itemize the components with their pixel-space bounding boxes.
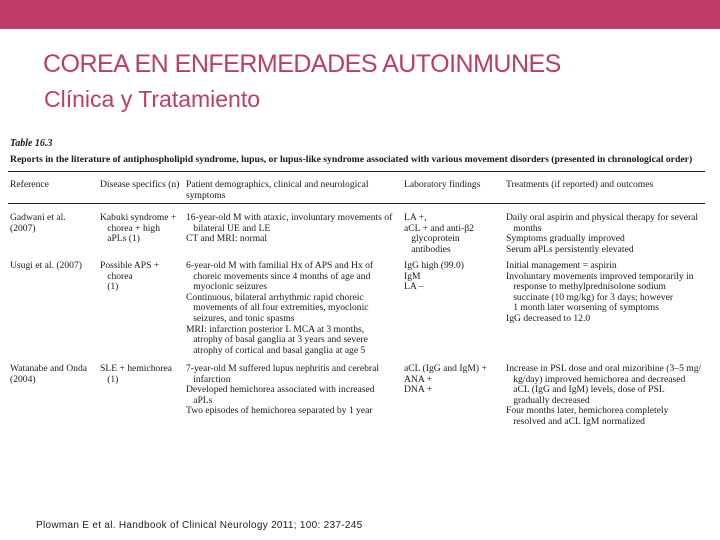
table-header-rule <box>8 203 705 204</box>
row-2-disease: Possible APS + chorea (1) <box>100 260 160 293</box>
table-label: Table 16.3 <box>10 138 53 149</box>
row-3-treatment: Increase in PSL dose and oral mizoribine (3–5 mg/ kg/day) improved hemichorea and decreased aCL (IgG and IgM) levels, dose of PSL gradually decreased Four months later, hemichorea completely resolved and aCL IgM normalized <box>506 363 702 427</box>
row-3-lab: aCL (IgG and IgM) + ANA + DNA + <box>404 363 487 396</box>
row-1-reference: Gadwani et al. (2007) <box>10 212 66 234</box>
scanned-table <box>8 136 708 436</box>
slide-subtitle: Clínica y Tratamiento <box>44 86 261 112</box>
row-3-demographics: 7-year-old M suffered lupus nephritis and cerebral infarction Developed hemichorea associated with increased aPLs Two episodes of hemichorea separated by 1 year <box>186 363 380 417</box>
row-2-lab: IgG high (99.0) IgM LA – <box>404 260 464 293</box>
row-2-demographics: 6-year-old M with familial Hx of APS and Hx of choreic movements since 4 months of age and myoclonic seizures Continuous, bilateral arrhythmic rapid choreic movements of all four extremities, myoclonic seizures, and tonic spasms MRI: infarction posterior L MCA at 3 months, atrophy of basal ganglia at 3 years and severe atrophy of cortical and basal ganglia at age 5 <box>186 260 374 356</box>
citation-footer: Plowman E et al. Handbook of Clinical Neurology 2011; 100: 237-245 <box>36 520 363 531</box>
header-treatment: Treatments (if reported) and outcomes <box>506 179 654 190</box>
row-2-reference: Usugi et al. (2007) <box>10 260 82 271</box>
row-1-disease: Kabuki syndrome + chorea + high aPLs (1) <box>100 212 177 245</box>
header-lab: Laboratory findings <box>404 179 481 190</box>
row-1-demographics: 16-year-old M with ataxic, involuntary movements of bilateral UE and LE CT and MRI: normal <box>186 212 393 245</box>
header-demographics: Patient demographics, clinical and neurological symptoms <box>186 179 369 201</box>
row-1-treatment: Daily oral aspirin and physical therapy for several months Symptoms gradually improved Serum aPLs persistently elevated <box>506 212 699 255</box>
row-2-treatment: Initial management = aspirin Involuntary movements improved temporarily in response to methylprednisolone sodium succinate (10 mg/kg) for 3 days; however 1 month later worsening of symptoms IgG decreased to 12.0 <box>506 260 694 324</box>
row-1-lab: LA +, aCL + and anti-β2 glycoprotein antibodies <box>404 212 474 255</box>
row-3-disease: SLE + hemichorea (1) <box>100 363 173 385</box>
header-reference: Reference <box>10 179 49 190</box>
top-accent-bar <box>0 0 720 29</box>
row-3-reference: Watanabe and Onda (2004) <box>10 363 88 385</box>
header-disease: Disease specifics (n) <box>100 179 180 190</box>
table-top-rule <box>8 171 705 172</box>
table-caption: Reports in the literature of antiphospholipid syndrome, lupus, or lupus-like syndrome associated with various movement disorders (presented in chronological order) <box>10 154 693 165</box>
slide-title: COREA EN ENFERMEDADES AUTOINMUNES <box>43 50 561 78</box>
